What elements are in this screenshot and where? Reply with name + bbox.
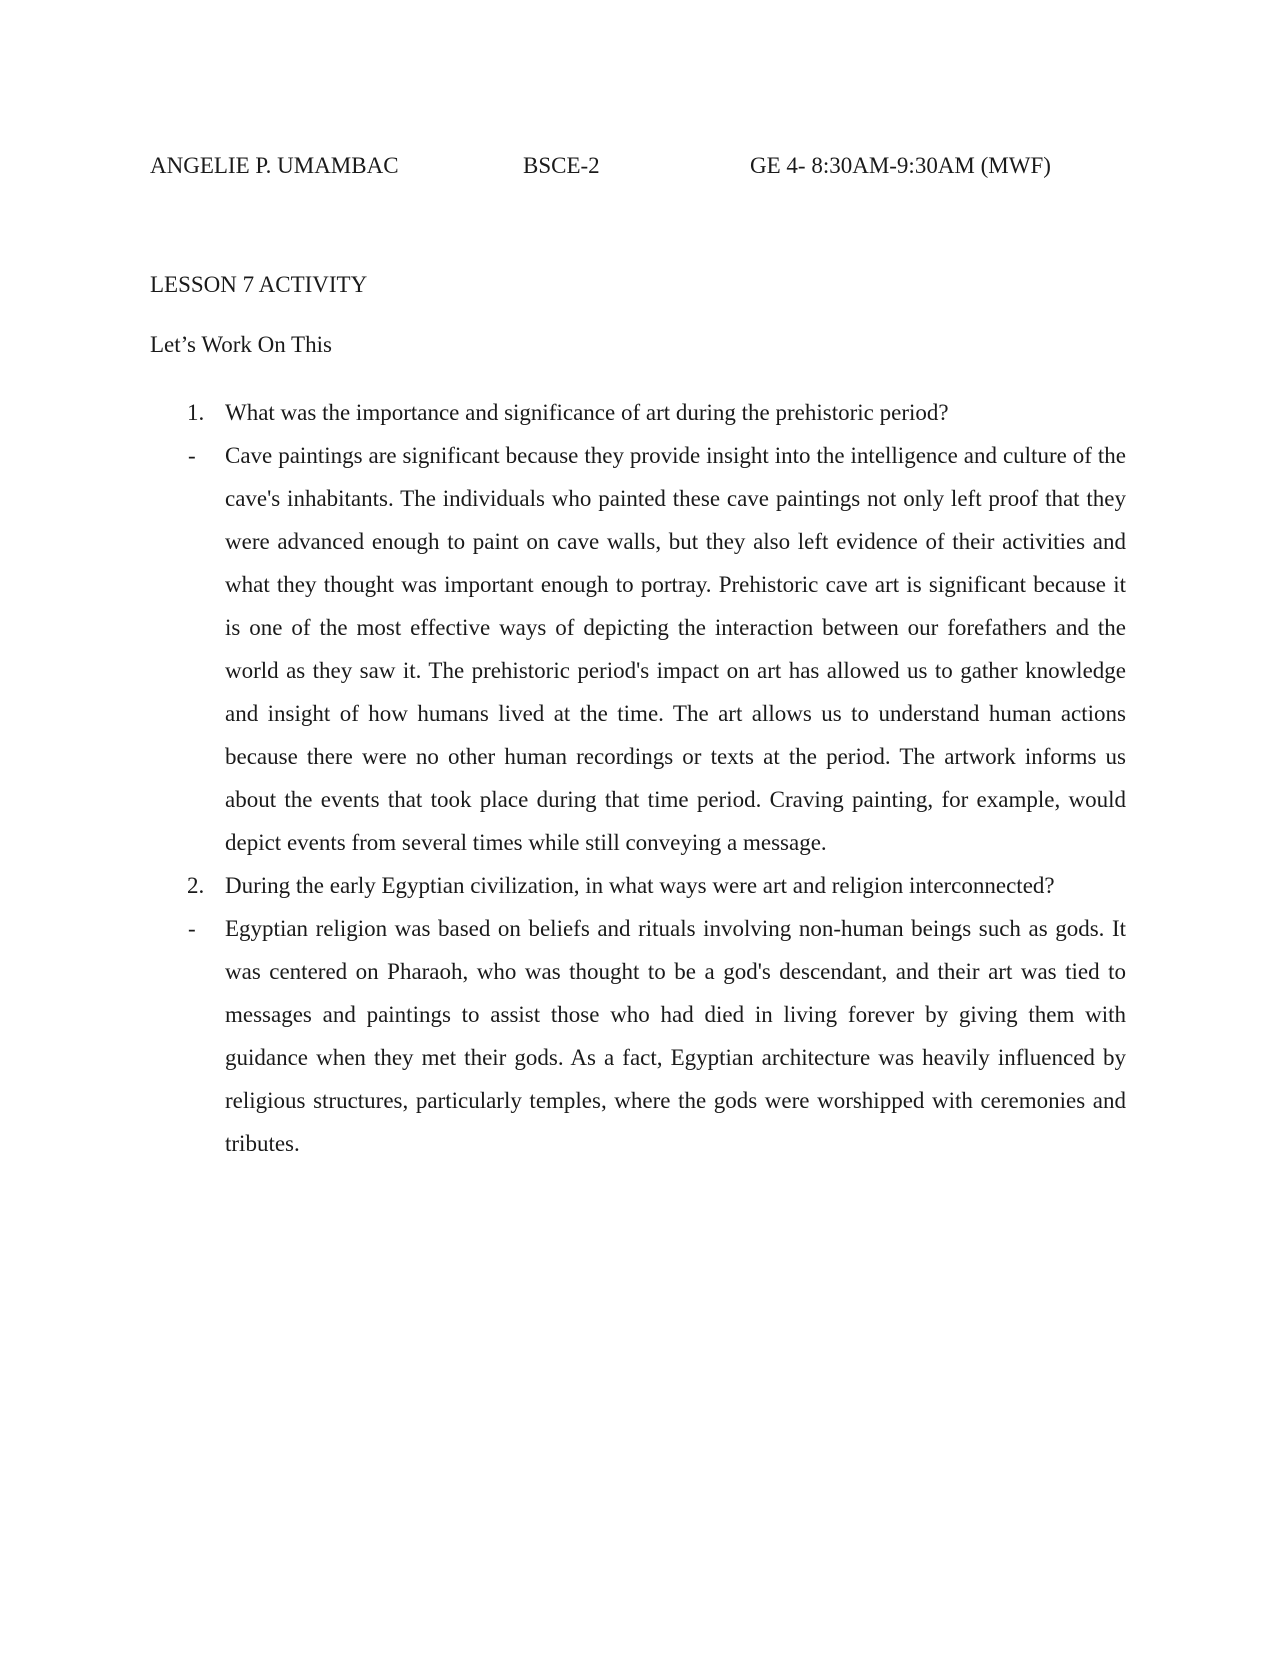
answer-2 (150, 907, 1126, 1165)
document-header (150, 151, 1150, 181)
answer-text: Egyptian religion was based on beliefs and rituals involving non-human beings such as gods. It was centered on Pharaoh, who was thought to be a god's descendant, and their art was tied to messages and paintings to assist those who had died in living forever by giving them with guidance when they met their gods. As a fact, Egyptian architecture was heavily influenced by religious structures, particularly temples, where the gods were worshipped with ceremonies and tributes. (225, 916, 1126, 1156)
list-marker: 1. (187, 400, 205, 425)
answer-1 (150, 434, 1126, 864)
student-name: ANGELIE P. UMAMBAC (150, 153, 399, 178)
answer-text: Cave paintings are significant because they provide insight into the intelligence and culture of the cave's inhabitants. The individuals who painted these cave paintings not only left proof that they were advanced enough to paint on cave walls, but they also left evidence of their activities and what they thought was important enough to portray. Prehistoric cave art is significant because it is one of the most effective ways of depicting the interaction between our forefathers and the world as they saw it. The prehistoric period's impact on art has allowed us to gather knowledge and insight of how humans lived at the time. The art allows us to understand human actions because there were no other human recordings or texts at the period. The artwork informs us about the events that took place during that time period. Craving painting, for example, would depict events from several times while still conveying a message. (225, 443, 1126, 855)
list-marker: - (188, 916, 196, 941)
question-answer-list (150, 391, 1126, 1165)
question-2 (150, 864, 1126, 907)
list-marker: 2. (187, 873, 205, 898)
lesson-title: LESSON 7 ACTIVITY (150, 272, 368, 297)
question-text: During the early Egyptian civilization, in what ways were art and religion interconnected? (225, 873, 1055, 898)
question-text: What was the importance and significance of art during the prehistoric period? (225, 400, 949, 425)
question-1 (150, 391, 1126, 434)
course-code: BSCE-2 (523, 153, 600, 178)
list-marker: - (188, 443, 196, 468)
class-schedule: GE 4- 8:30AM-9:30AM (MWF) (750, 153, 1051, 178)
section-title: Let’s Work On This (150, 332, 332, 357)
